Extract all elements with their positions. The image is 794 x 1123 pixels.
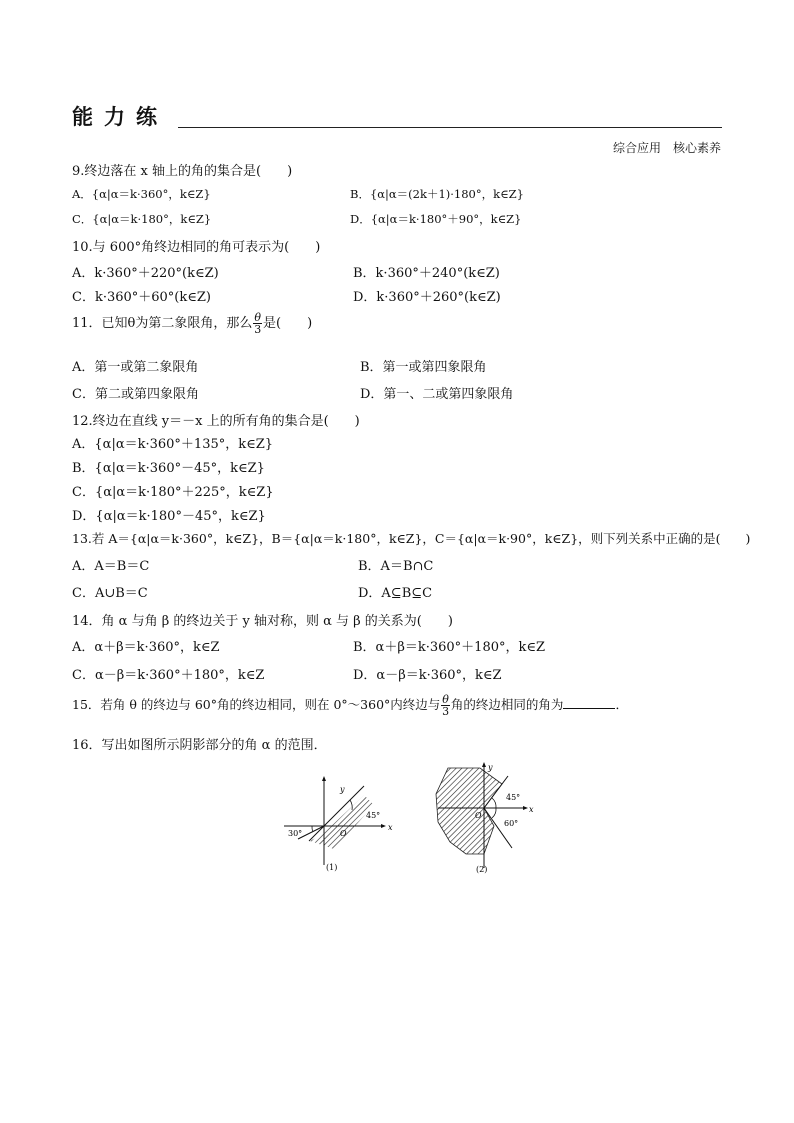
q15-frac-den: 3 (442, 705, 450, 718)
q9-option-d: D．{α|α＝k·180°＋90°，k∈Z} (350, 212, 522, 226)
q15-end: ． (615, 697, 628, 712)
q12-option-b: B．{α|α＝k·360°－45°，k∈Z} (72, 461, 265, 476)
q14-option-c: C．α－β＝k·360°＋180°，k∈Z (72, 668, 265, 683)
q10-option-d: D．k·360°＋260°(k∈Z) (353, 290, 501, 305)
q9-stem: 9.终边落在 x 轴上的角的集合是( ) (72, 164, 293, 179)
q12-option-a: A．{α|α＝k·360°＋135°，k∈Z} (72, 437, 274, 452)
q11-frac-den: 3 (254, 323, 262, 336)
q11-stem (72, 312, 312, 335)
q13-option-b: B．A＝B∩C (358, 559, 434, 574)
q11-stem-pre: 11．已知θ为第二象限角，那么 (72, 316, 253, 331)
title-rule (178, 127, 722, 128)
q9-option-b: B．{α|α＝(2k＋1)·180°，k∈Z} (350, 187, 524, 201)
q12-stem: 12.终边在直线 y＝－x 上的所有角的集合是( ) (72, 414, 360, 429)
section-subtitle: 综合应用 核心素养 (612, 141, 721, 155)
q11-option-a: A．第一或第二象限角 (72, 360, 199, 375)
q15-stem (72, 694, 628, 717)
q12-option-c: C．{α|α＝k·180°＋225°，k∈Z} (72, 485, 274, 500)
q10-option-b: B．k·360°＋240°(k∈Z) (353, 266, 500, 281)
q13-option-c: C．A∪B＝C (72, 586, 148, 601)
q11-option-c: C．第二或第四象限角 (72, 387, 199, 402)
q15-frac-num: θ (442, 693, 449, 706)
fig2-angle-45: 45° (506, 793, 521, 802)
fig1-origin-label: O (340, 829, 347, 838)
section-title: 能力练 (72, 105, 168, 129)
q15-stem-post: 角的终边相同的角为 (450, 697, 564, 712)
fig2-shaded-region (436, 768, 502, 854)
q15-stem-pre: 15．若角 θ 的终边与 60°角的终边相同，则在 0°～360°内终边与 (72, 697, 441, 712)
q11-option-b: B．第一或第四象限角 (360, 360, 487, 375)
fig1-angle-45: 45° (366, 811, 381, 820)
q14-option-b: B．α＋β＝k·360°＋180°，k∈Z (353, 640, 546, 655)
q11-fraction (253, 312, 262, 335)
q14-stem: 14．角 α 与角 β 的终边关于 y 轴对称，则 α 与 β 的关系为( ) (72, 614, 453, 629)
q14-option-d: D．α－β＝k·360°，k∈Z (353, 668, 502, 683)
fig2-origin-label: O (475, 811, 482, 820)
q13-option-d: D．A⊆B⊆C (358, 586, 433, 601)
q13-stem: 13.若 A＝{α|α＝k·360°，k∈Z}，B＝{α|α＝k·180°，k∈Z}，C＝{α|α＝k·90°，k∈Z}，则下列关系中正确的是( ) (72, 531, 751, 546)
q11-option-d: D．第一、二或第四象限角 (360, 387, 514, 402)
q13-option-a: A．A＝B＝C (72, 559, 150, 574)
q15-fraction (441, 694, 450, 717)
fig1-shaded-region (310, 795, 374, 849)
fig1-x-label: x (388, 823, 393, 832)
q9-option-c: C．{α|α＝k·180°，k∈Z} (72, 212, 212, 226)
fig1-caption: (1) (326, 863, 338, 872)
q10-option-a: A．k·360°＋220°(k∈Z) (72, 266, 219, 281)
fig2-x-label: x (529, 805, 534, 814)
q16-stem: 16．写出如图所示阴影部分的角 α 的范围． (72, 738, 327, 753)
q9-option-a: A．{α|α＝k·360°，k∈Z} (72, 187, 211, 201)
fig1-angle-30: 30° (288, 829, 303, 838)
fig2-caption: (2) (476, 865, 488, 874)
q10-option-c: C．k·360°＋60°(k∈Z) (72, 290, 211, 305)
q12-option-d: D．{α|α＝k·180°－45°，k∈Z} (72, 509, 266, 524)
figure-2 (430, 760, 540, 878)
fig2-y-label: y (488, 763, 493, 772)
figure-1 (280, 770, 400, 880)
q15-answer-blank[interactable] (563, 696, 615, 709)
q10-stem: 10.与 600°角终边相同的角可表示为( ) (72, 240, 321, 255)
q11-stem-post: 是( ) (263, 316, 313, 331)
q14-option-a: A．α＋β＝k·360°，k∈Z (72, 640, 220, 655)
q11-frac-num: θ (254, 311, 261, 324)
fig1-y-label: y (340, 785, 345, 794)
fig2-angle-60: 60° (504, 819, 519, 828)
